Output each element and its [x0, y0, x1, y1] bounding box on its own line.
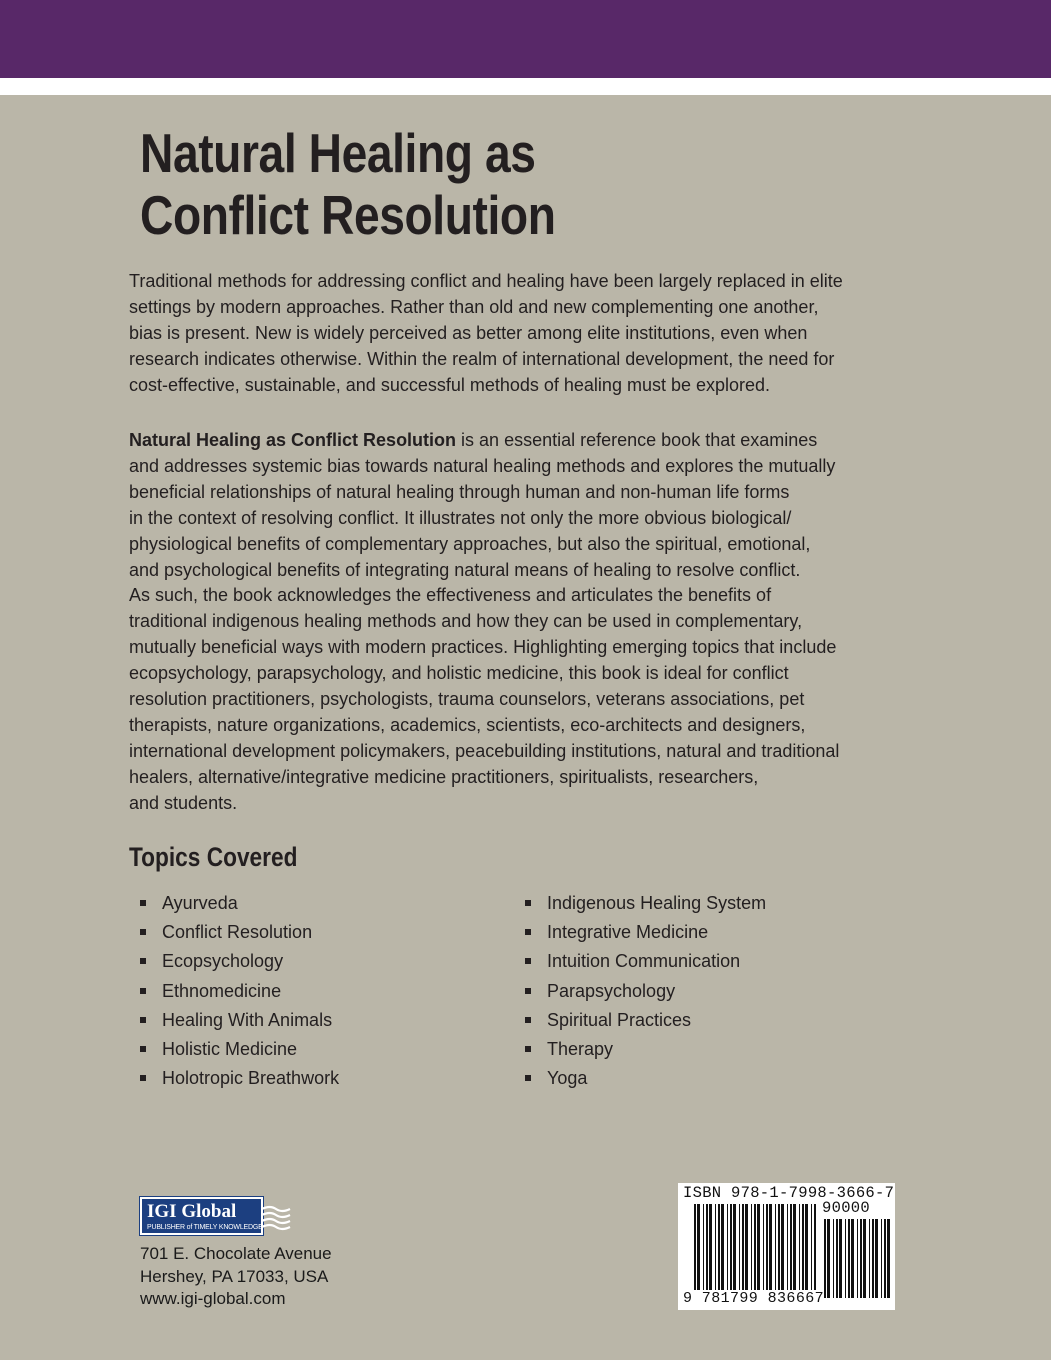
paragraph-line: research indicates otherwise. Within the realm of international development, the need for [129, 348, 835, 369]
barcode-bar [745, 1204, 748, 1290]
barcode-bar [706, 1204, 708, 1290]
address-street: 701 E. Chocolate Avenue [140, 1244, 332, 1263]
paragraph-line: healers, alternative/integrative medicine practitioners, spiritualists, researchers, [129, 766, 759, 787]
barcode-bar [763, 1204, 764, 1290]
paragraph-line: ecopsychology, parapsychology, and holistic medicine, this book is ideal for conflict [129, 663, 789, 684]
paragraph-line: and psychological benefits of integrating natural means of healing to resolve conflict. [129, 559, 801, 580]
barcode-bar [805, 1204, 808, 1290]
barcode-bar [751, 1204, 752, 1290]
barcode-bar [848, 1219, 850, 1298]
barcode-bar [715, 1204, 716, 1290]
topic-item: Indigenous Healing System [525, 889, 766, 918]
logo-wordmark: IGI Global [147, 1201, 237, 1222]
barcode-bar [851, 1219, 854, 1298]
barcode-bar [833, 1219, 834, 1298]
topic-item: Integrative Medicine [525, 918, 766, 947]
barcode-bar [881, 1219, 882, 1298]
barcode-bar [781, 1204, 784, 1290]
book-title-inline: Natural Healing as Conflict Resolution [129, 430, 457, 450]
paragraph-line: international development policymakers, peacebuilding institutions, natural and traditional [129, 740, 840, 761]
barcode-bar [709, 1204, 712, 1290]
barcode-bar [766, 1204, 768, 1290]
topics-heading: Topics Covered [129, 842, 298, 872]
barcode-bar [863, 1219, 866, 1298]
paragraph-line: mutually beneficial ways with modern practices. Highlighting emerging topics that include [129, 637, 837, 658]
title-line-2: Conflict Resolution [140, 184, 556, 246]
publisher-website: www.igi-global.com [140, 1289, 286, 1308]
paragraph-line: bias is present. New is widely perceived as better among elite institutions, even when [129, 322, 808, 343]
barcode-bar [790, 1204, 792, 1290]
barcode-bar [730, 1204, 732, 1290]
barcode-bar [697, 1204, 700, 1290]
paragraph-line: and addresses systemic bias towards natural healing methods and explores the mutually [129, 455, 836, 476]
barcode-bar [860, 1219, 862, 1298]
paragraph-line: Traditional methods for addressing conflict and healing have been largely replaced in elite [129, 271, 843, 291]
barcode-bar [775, 1204, 776, 1290]
paragraph-line-rest: is an essential reference book that examines [456, 430, 818, 450]
barcode-bar [827, 1219, 830, 1298]
barcode-bar [787, 1204, 788, 1290]
paragraph-line: in the context of resolving conflict. It illustrates not only the more obvious biological/ [129, 507, 792, 528]
topic-item: Holotropic Breathwork [140, 1064, 339, 1093]
barcode-bar [811, 1204, 812, 1290]
topic-item: Spiritual Practices [525, 1006, 766, 1035]
paragraph-line: beneficial relationships of natural healing through human and non-human life forms [129, 481, 790, 502]
barcode-bar [694, 1204, 696, 1290]
barcode-bar [845, 1219, 846, 1298]
topic-item: Holistic Medicine [140, 1035, 339, 1064]
topic-item: Ethnomedicine [140, 977, 339, 1006]
barcode-bar [814, 1204, 816, 1290]
barcode-bar [718, 1204, 720, 1290]
topic-item: Conflict Resolution [140, 918, 339, 947]
barcode-bar [754, 1204, 756, 1290]
paragraph-line: therapists, nature organizations, academics, scientists, eco-architects and designers, [129, 714, 806, 735]
topic-item: Yoga [525, 1064, 766, 1093]
barcode-bar [727, 1204, 728, 1290]
barcode-bar [869, 1219, 870, 1298]
barcode-bar [721, 1204, 724, 1290]
barcode-bar [857, 1219, 858, 1298]
topic-item: Intuition Communication [525, 947, 766, 976]
barcode-bar [757, 1204, 760, 1290]
barcode-bar [733, 1204, 736, 1290]
barcode-bar [836, 1219, 838, 1298]
paragraph-line: physiological benefits of complementary approaches, but also the spiritual, emotional, [129, 533, 811, 554]
barcode-bar [884, 1219, 886, 1298]
barcode-bar [839, 1219, 842, 1298]
title-line-1: Natural Healing as [140, 122, 536, 184]
isbn-label: ISBN 978-1-7998-3666-7 [683, 1184, 895, 1202]
barcode-digits: 9 781799 836667 [683, 1290, 825, 1307]
barcode-bar [793, 1204, 796, 1290]
paragraph-line: and students. [129, 792, 238, 813]
barcode-bar [824, 1219, 826, 1298]
topic-item: Therapy [525, 1035, 766, 1064]
barcode-bar [778, 1204, 780, 1290]
barcode-bar [703, 1204, 704, 1290]
address-city: Hershey, PA 17033, USA [140, 1266, 329, 1286]
barcode-bar [802, 1204, 804, 1290]
paragraph-line: As such, the book acknowledges the effectiveness and articulates the benefits of [129, 585, 772, 606]
paragraph-line: cost-effective, sustainable, and successful methods of healing must be explored. [129, 374, 771, 395]
topic-item: Healing With Animals [140, 1006, 339, 1035]
topic-item: Parapsychology [525, 977, 766, 1006]
topic-item: Ecopsychology [140, 947, 339, 976]
barcode-bar [739, 1204, 740, 1290]
paragraph-line: settings by modern approaches. Rather than old and new complementing one another, [129, 296, 819, 317]
barcode-bar [742, 1204, 744, 1290]
barcode-bar [887, 1219, 890, 1298]
paragraph-line: traditional indigenous healing methods and how they can be used in complementary, [129, 611, 803, 632]
barcode-bar [872, 1219, 874, 1298]
topic-item: Ayurveda [140, 889, 339, 918]
price-addon-code: 90000 [822, 1199, 871, 1217]
logo-tagline: PUBLISHER of TIMELY KNOWLEDGE [147, 1224, 263, 1231]
barcode-bar [875, 1219, 878, 1298]
barcode-bar [799, 1204, 800, 1290]
paragraph-line: resolution practitioners, psychologists, trauma counselors, veterans associations, pet [129, 689, 805, 710]
barcode-bar [769, 1204, 772, 1290]
